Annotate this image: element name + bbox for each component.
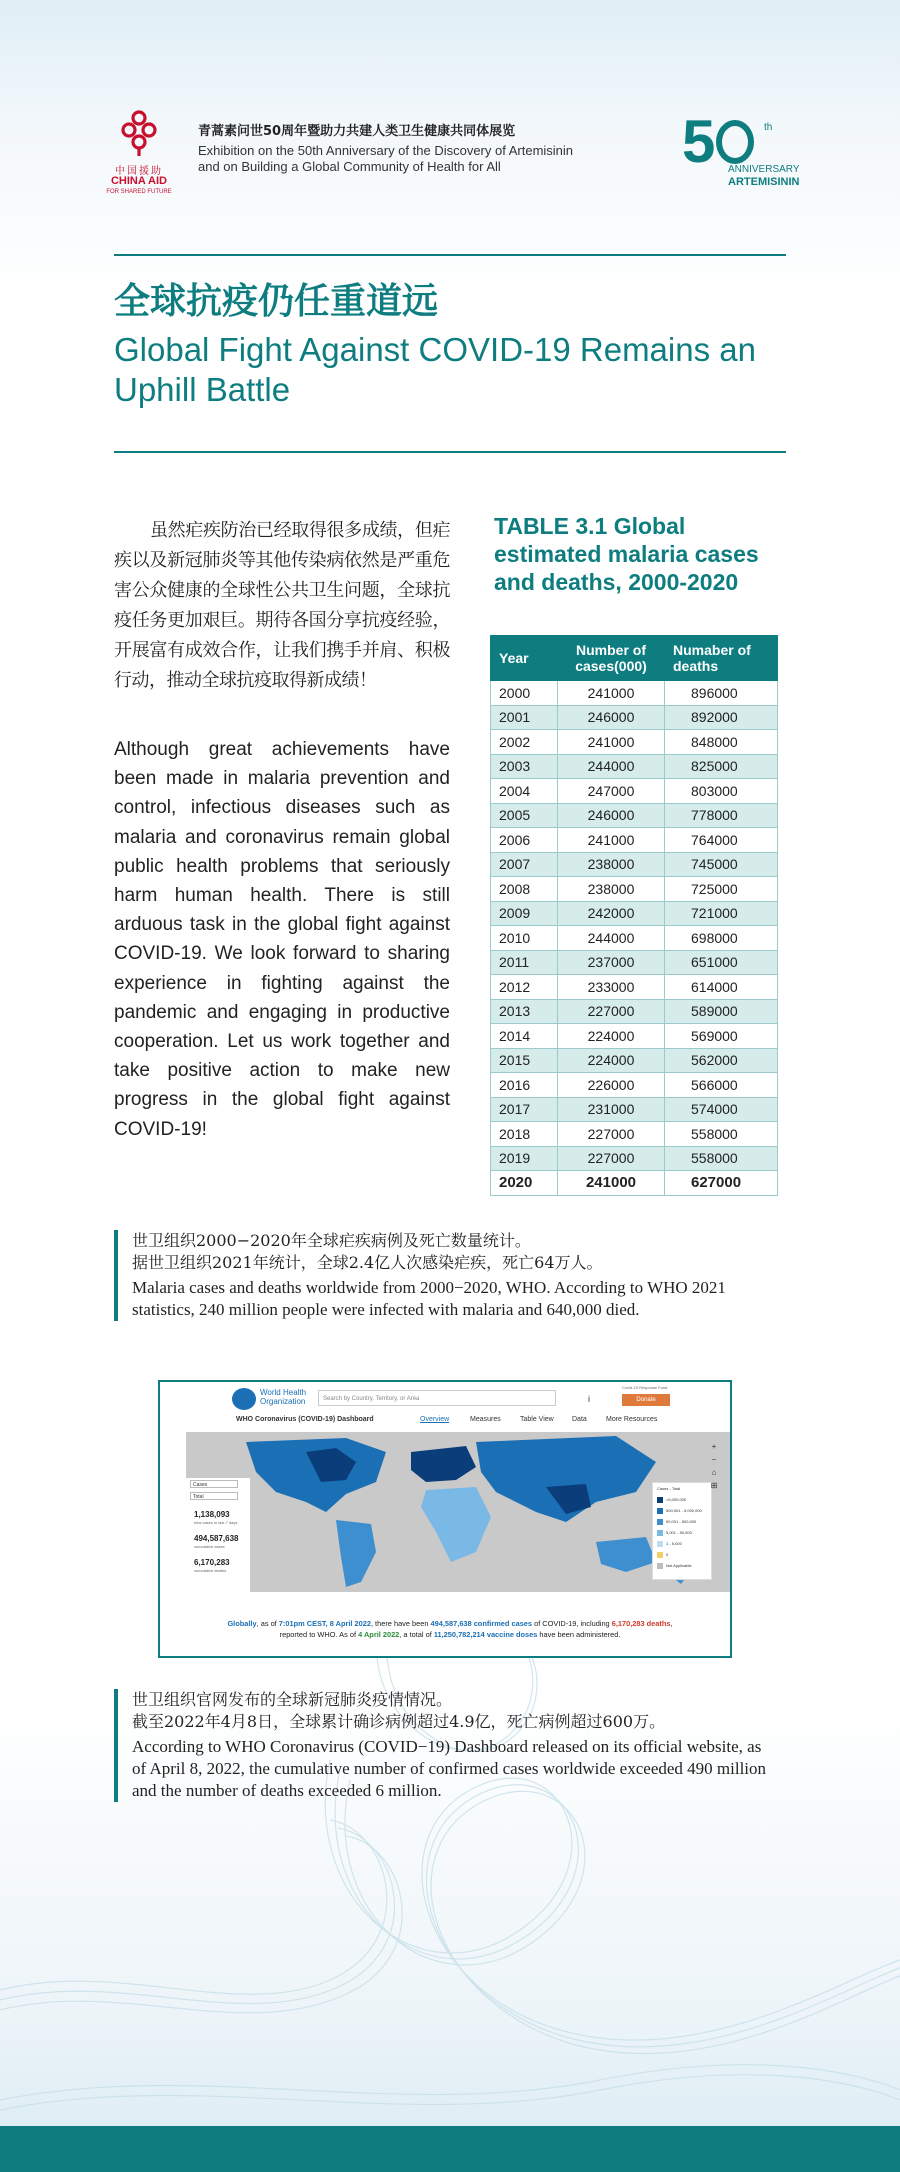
cell-deaths: 803000: [665, 779, 778, 804]
dashboard-topbar: [160, 1382, 730, 1414]
cell-year: 2006: [491, 828, 558, 853]
cell-cases: 241000: [558, 681, 665, 706]
legend-swatch: [657, 1541, 663, 1547]
header-cases: Number of cases(000): [558, 636, 665, 681]
nav-data[interactable]: Data: [572, 1416, 587, 1423]
info-icon[interactable]: i: [588, 1394, 590, 1404]
donate-button[interactable]: Donate: [622, 1394, 670, 1406]
cell-deaths: 574000: [665, 1097, 778, 1122]
cell-year: 2000: [491, 681, 558, 706]
cell-year: 2002: [491, 730, 558, 755]
table-row: [491, 779, 778, 804]
table-row: [491, 926, 778, 951]
cell-deaths: 725000: [665, 877, 778, 902]
cell-deaths: 558000: [665, 1146, 778, 1171]
cell-cases: 238000: [558, 877, 665, 902]
covid-caption: [114, 1689, 772, 1802]
legend-swatch: [657, 1552, 663, 1558]
header-divider: [114, 254, 786, 256]
section-title-chinese: 全球抗疫仍任重道远: [114, 281, 439, 322]
stat-new-cases-label: new cases in last 7 days: [194, 1520, 238, 1525]
cell-cases: 242000: [558, 901, 665, 926]
cell-cases: 227000: [558, 1146, 665, 1171]
cell-deaths: 614000: [665, 975, 778, 1000]
cell-year: 2017: [491, 1097, 558, 1122]
zoom-out-button[interactable]: −: [711, 1455, 717, 1464]
cell-cases: 227000: [558, 1122, 665, 1147]
table-row: [491, 901, 778, 926]
legend-swatch: [657, 1519, 663, 1525]
legend-swatch: [657, 1508, 663, 1514]
legend-label: 0: [666, 1552, 669, 1557]
zoom-in-button[interactable]: +: [711, 1442, 717, 1451]
cell-deaths: 566000: [665, 1073, 778, 1098]
cell-cases: 226000: [558, 1073, 665, 1098]
nav-overview[interactable]: Overview: [420, 1416, 450, 1423]
caption2-cn-line-1: 世卫组织官网发布的全球新冠肺炎疫情情况。: [132, 1690, 453, 1709]
cell-cases: 241000: [558, 828, 665, 853]
summary-text-2: , there have been: [370, 1619, 431, 1628]
home-button[interactable]: ⌂: [711, 1468, 717, 1477]
legend-label: 50,001 - 500,000: [666, 1519, 697, 1524]
cell-cases: 246000: [558, 705, 665, 730]
legend-label: >5,000,000: [666, 1497, 687, 1502]
exhibition-title-chinese: 青蒿素问世50周年暨助力共建人类卫生健康共同体展览: [198, 124, 516, 139]
cell-cases: 233000: [558, 975, 665, 1000]
legend-label: Not Applicable: [666, 1563, 692, 1568]
dashboard-search-input[interactable]: Search by Country, Territory, or Area: [318, 1390, 556, 1406]
logo-tagline: FOR SHARED FUTURE: [106, 189, 172, 195]
cell-year: 2019: [491, 1146, 558, 1171]
title-divider: [114, 451, 786, 453]
cell-year: 2015: [491, 1048, 558, 1073]
cell-deaths: 896000: [665, 681, 778, 706]
summary-text-1: , as of: [256, 1619, 279, 1628]
section-title-english: Global Fight Against COVID-19 Remains an Uphill Battle: [114, 331, 756, 408]
table-row: [491, 754, 778, 779]
artemisinin-anniversary-logo: [682, 108, 802, 190]
table-header-row: [491, 636, 778, 681]
logo-chinese-name: 中国援助: [115, 166, 163, 177]
table-row: [491, 1073, 778, 1098]
world-map[interactable]: [186, 1432, 730, 1592]
cell-year: 2010: [491, 926, 558, 951]
cell-year: 2014: [491, 1024, 558, 1049]
dashboard-summary-text: [220, 1618, 680, 1640]
table-row: [491, 1122, 778, 1147]
cell-cases: 244000: [558, 754, 665, 779]
summary-vaccines: 11,250,782,214 vaccine doses: [433, 1630, 538, 1639]
caption-cn-line-2: 据世卫组织2021年统计，全球2.4亿人次感染疟疾，死亡64万人。: [132, 1253, 603, 1272]
cell-deaths: 562000: [665, 1048, 778, 1073]
map-zoom-controls: [708, 1440, 720, 1492]
cell-year: 2001: [491, 705, 558, 730]
legend-label: 500,001 - 5,000,000: [666, 1508, 702, 1513]
table-title: TABLE 3.1 Global estimated malaria cases and deaths, 2000-2020: [494, 513, 759, 595]
cell-cases: 231000: [558, 1097, 665, 1122]
body-paragraph-english: Although great achievements have been made in malaria prevention and control, infectious diseases such as malaria and coronavirus remain global public health problems that seriously harm human health. There is still arduous task in the global fight against COVID-19. We look forward to sharing experience in fighting against the pandemic and engaging in productive cooperation. Let us work together and take positive action to make new progress in the global fight against COVID-19!: [114, 739, 450, 1140]
aggregation-select[interactable]: Total: [190, 1492, 238, 1500]
cell-deaths: 627000: [665, 1171, 778, 1196]
caption-english: Malaria cases and deaths worldwide from 2000−2020, WHO. According to WHO 2021 statistics, 240 million people were infected with malaria and 640,000 died.: [132, 1278, 726, 1319]
table-row: [491, 1146, 778, 1171]
cell-cases: 244000: [558, 926, 665, 951]
legend-swatch: [657, 1563, 663, 1569]
cell-cases: 224000: [558, 1048, 665, 1073]
summary-deaths: 6,170,283 deaths: [611, 1619, 671, 1628]
stat-new-cases: 1,138,093: [194, 1510, 230, 1519]
metric-select[interactable]: Cases: [190, 1480, 238, 1488]
nav-table-view[interactable]: Table View: [520, 1416, 554, 1423]
summary-text-4: , reported to WHO. As of: [279, 1619, 673, 1639]
cell-deaths: 892000: [665, 705, 778, 730]
stat-cumulative-cases-label: cumulative cases: [194, 1544, 225, 1549]
legend-title: Cases - Total: [657, 1486, 681, 1491]
table-row: [491, 999, 778, 1024]
table-row: [491, 803, 778, 828]
cell-cases: 247000: [558, 779, 665, 804]
anniversary-zero-ring-icon: [716, 120, 754, 164]
cell-year: 2003: [491, 754, 558, 779]
bottom-band: [0, 2126, 900, 2172]
cell-deaths: 721000: [665, 901, 778, 926]
cell-cases: 241000: [558, 730, 665, 755]
table-row: [491, 950, 778, 975]
dashboard-nav: [160, 1414, 730, 1430]
header-year: Year: [491, 636, 558, 681]
dashboard-stats-panel: [186, 1478, 250, 1598]
table-row: [491, 730, 778, 755]
table-row: [491, 1024, 778, 1049]
cell-cases: 237000: [558, 950, 665, 975]
cell-year: 2008: [491, 877, 558, 902]
caption2-english: According to WHO Coronavirus (COVID−19) Dashboard released on its official website, as of April 8, 2022, the cumulative number of confirmed cases worldwide exceeded 490 million and the number of deaths exceeded 6 million.: [132, 1737, 767, 1800]
table-row: [491, 975, 778, 1000]
cell-year: 2018: [491, 1122, 558, 1147]
logo-english-name: CHINA AID: [110, 175, 167, 187]
stat-cumulative-deaths: 6,170,283: [194, 1558, 230, 1567]
body-paragraph-chinese: 虽然疟疾防治已经取得很多成绩，但疟疾以及新冠肺炎等其他传染病依然是严重危害公众健康的全球性公共卫生问题，全球抗疫任务更加艰巨。期待各国分享抗疫经验，开展富有成效合作，让我们携手并肩、积极行动，推动全球抗疫取得新成绩！: [114, 520, 450, 691]
cell-cases: 224000: [558, 1024, 665, 1049]
dashboard-title: WHO Coronavirus (COVID-19) Dashboard: [236, 1416, 374, 1423]
stat-cumulative-cases: 494,587,638: [194, 1534, 239, 1543]
anniversary-word: ANNIVERSARY: [728, 164, 800, 175]
china-knot-icon: [120, 110, 158, 158]
anniversary-number: 5: [682, 108, 716, 175]
summary-date-1: 7:01pm CEST, 8 April 2022: [278, 1619, 371, 1628]
malaria-data-table: [490, 635, 778, 1196]
table-row: [491, 705, 778, 730]
cell-deaths: 558000: [665, 1122, 778, 1147]
table-row: [491, 852, 778, 877]
legend-swatch: [657, 1497, 663, 1503]
who-dashboard-screenshot: [158, 1380, 732, 1658]
cell-deaths: 745000: [665, 852, 778, 877]
cell-deaths: 764000: [665, 828, 778, 853]
table-row: [491, 1097, 778, 1122]
cell-cases: 227000: [558, 999, 665, 1024]
cell-year: 2009: [491, 901, 558, 926]
cell-deaths: 698000: [665, 926, 778, 951]
cell-deaths: 651000: [665, 950, 778, 975]
summary-date-2: 4 April 2022: [358, 1630, 400, 1639]
table-row: [491, 681, 778, 706]
fullscreen-button[interactable]: ⊞: [710, 1481, 718, 1490]
who-globe-icon: [232, 1388, 256, 1410]
cell-deaths: 589000: [665, 999, 778, 1024]
cell-deaths: 778000: [665, 803, 778, 828]
header-deaths: Numaber of deaths: [665, 636, 778, 681]
legend-label: 1 - 5,000: [666, 1541, 682, 1546]
cell-year: 2011: [491, 950, 558, 975]
world-map-shapes: [186, 1432, 730, 1592]
donate-fund-label: Covid-19 Response Fund: [622, 1385, 668, 1390]
stat-cumulative-deaths-label: cumulative deaths: [194, 1568, 227, 1573]
anniversary-suffix: th: [764, 122, 773, 133]
legend-label: 5,001 - 50,000: [666, 1530, 692, 1535]
cell-year: 2020: [491, 1171, 558, 1196]
table-row: [491, 1171, 778, 1196]
cell-deaths: 825000: [665, 754, 778, 779]
summary-text-3: of COVID-19, including: [532, 1619, 612, 1628]
cell-cases: 241000: [558, 1171, 665, 1196]
table-row: [491, 877, 778, 902]
nav-more-resources[interactable]: More Resources: [606, 1416, 658, 1423]
table-row: [491, 1048, 778, 1073]
cell-deaths: 569000: [665, 1024, 778, 1049]
exhibition-title-english: Exhibition on the 50th Anniversary of the Discovery of Artemisinin and on Building a Global Community of Health for All: [198, 143, 574, 174]
cell-cases: 238000: [558, 852, 665, 877]
cell-year: 2007: [491, 852, 558, 877]
nav-measures[interactable]: Measures: [470, 1416, 501, 1423]
caption-cn-line-1: 世卫组织2000−2020年全球疟疾病例及死亡数量统计。: [132, 1231, 531, 1250]
map-legend: [652, 1482, 712, 1580]
summary-cases: 494,587,638 confirmed cases: [430, 1619, 533, 1628]
caption2-cn-line-2: 截至2022年4月8日，全球累计确诊病例超过4.9亿，死亡病例超过600万。: [132, 1712, 666, 1731]
cell-year: 2004: [491, 779, 558, 804]
legend-swatch: [657, 1530, 663, 1536]
cell-year: 2005: [491, 803, 558, 828]
summary-text-5: , a total of: [399, 1630, 434, 1639]
anniversary-brand: ARTEMISININ: [728, 176, 800, 188]
cell-year: 2013: [491, 999, 558, 1024]
cell-deaths: 848000: [665, 730, 778, 755]
malaria-caption: [114, 1230, 772, 1321]
summary-globally[interactable]: Globally: [227, 1619, 257, 1628]
table-row: [491, 828, 778, 853]
cell-year: 2012: [491, 975, 558, 1000]
china-aid-logo: [98, 110, 180, 200]
who-org-name: World Health Organization: [260, 1388, 307, 1406]
cell-cases: 246000: [558, 803, 665, 828]
cell-year: 2016: [491, 1073, 558, 1098]
summary-text-6: have been administered.: [537, 1630, 621, 1639]
